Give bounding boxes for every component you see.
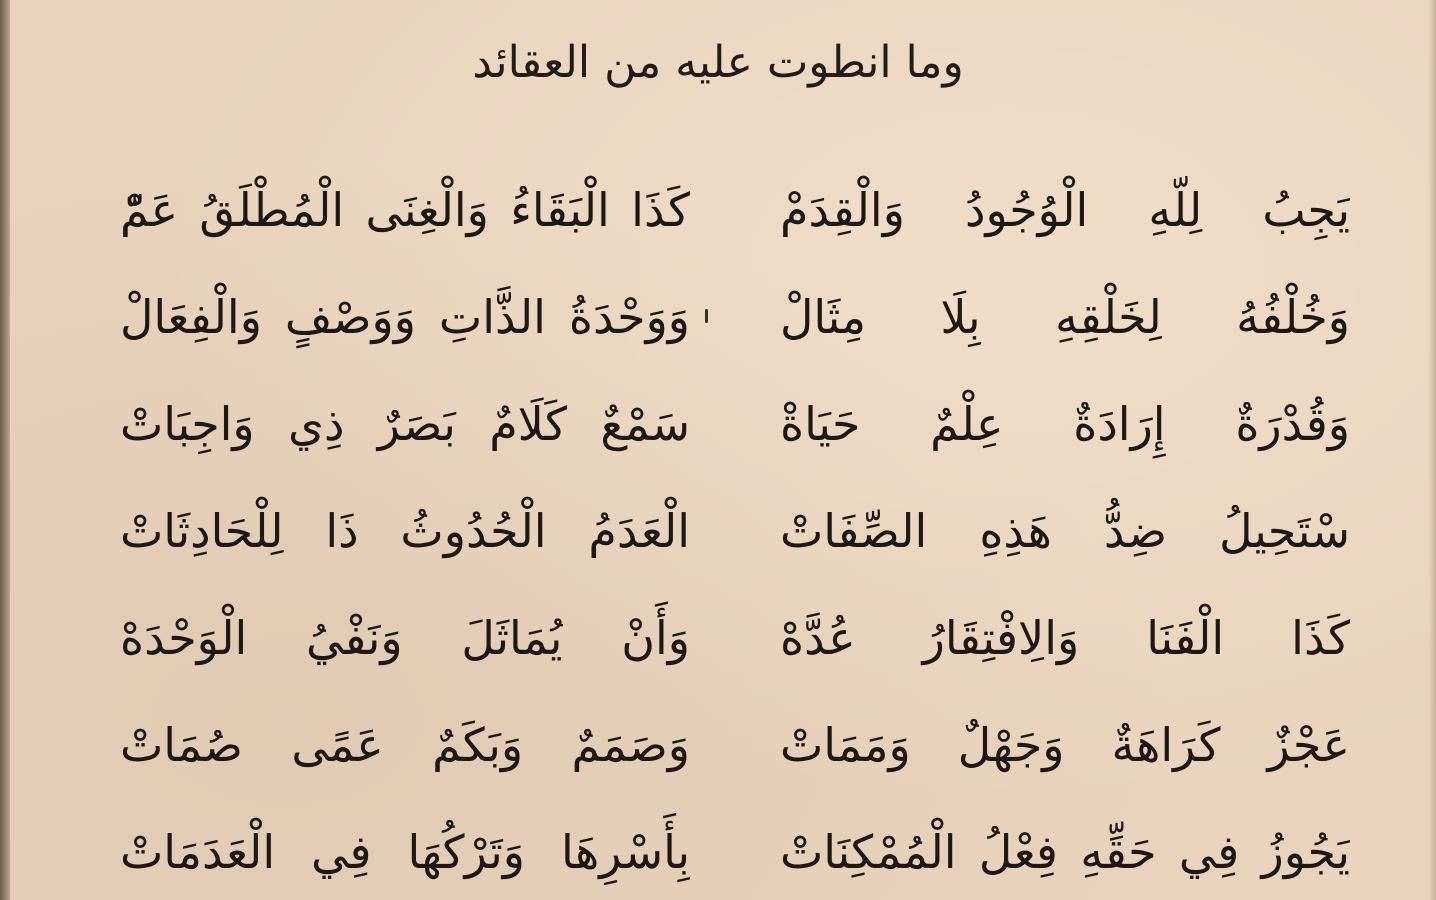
verse-row (120, 804, 1350, 900)
verse-left-hemistich: بِأَسْرِهَا وَتَرْكُهَا فِي الْعَدَمَاتْ (120, 825, 690, 879)
verse-row (120, 162, 1350, 269)
verse-row (120, 376, 1350, 483)
section-title: وما انطوت عليه من العقائد (472, 37, 964, 88)
verse-left-hemistich: كَذَا الْبَقَاءُ وَالْغِنَى الْمُطْلَقُ عَمّْ (120, 183, 690, 237)
verse-right-hemistich: وَقُدْرَةٌ إِرَادَةٌ عِلْمٌ حَيَاةْ (780, 397, 1350, 451)
verse-left-hemistich: وَأَنْ يُمَاثَلَ وَنَفْيُ الْوَحْدَهْ (120, 611, 690, 665)
verse-left-hemistich: الْعَدَمُ الْحُدُوثُ ذَا لِلْحَادِثَاتْ (120, 504, 690, 558)
verse-right-hemistich: كَذَا الْفَنَا وَالِافْتِقَارُ عُدَّهْ (780, 611, 1350, 665)
verse-row (120, 697, 1350, 804)
verse-row (120, 590, 1350, 697)
verse-left-hemistich: وَوَحْدَةُ الذَّاتِ وَوَصْفٍ وَالْفِعَالْ (120, 290, 690, 344)
verse-row (120, 483, 1350, 590)
verse-left-hemistich: سَمْعٌ كَلَامٌ بَصَرٌ ذِي وَاجِبَاتْ (120, 397, 690, 451)
page-right-edge (1428, 0, 1436, 900)
verse-row (120, 269, 1350, 376)
verse-divider-mark (705, 309, 708, 323)
verse-right-hemistich: وَخُلْفُهُ لِخَلْقِهِ بِلَا مِثَالْ (780, 290, 1350, 344)
verse-right-hemistich: يَجِبُ لِلّهِ الْوُجُودُ وَالْقِدَمْ (780, 183, 1350, 237)
verse-right-hemistich: يَجُوزُ فِي حَقِّهِ فِعْلُ الْمُمْكِنَاتْ (780, 825, 1350, 879)
verse-left-hemistich: وَصَمَمٌ وَبَكَمٌ عَمًى صُمَاتْ (120, 718, 690, 772)
page-left-edge (0, 0, 10, 900)
verse-right-hemistich: سْتَحِيلُ ضِدُّ هَذِهِ الصِّفَاتْ (780, 504, 1350, 558)
verse-block (120, 162, 1350, 882)
verse-right-hemistich: عَجْزٌ كَرَاهَةٌ وَجَهْلٌ وَمَمَاتْ (780, 718, 1350, 772)
